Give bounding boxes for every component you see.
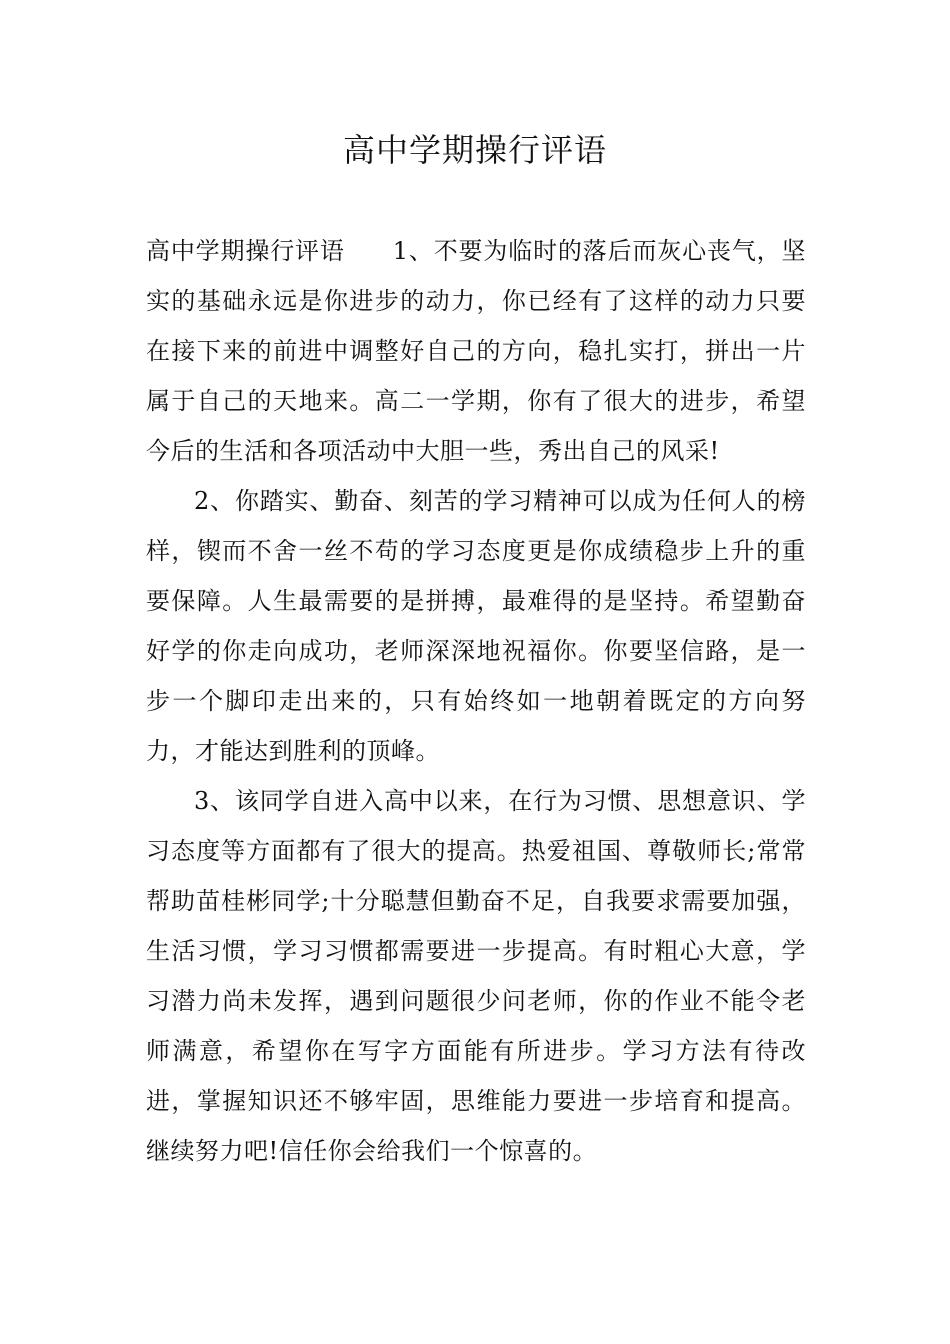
document-title: 高中学期操行评语 bbox=[342, 131, 607, 169]
paragraph-1-text: 1、不要为临时的落后而灰心丧气，坚实的基础永远是你进步的动力，你已经有了这样的动力只要在接下来的前进中调整好自己的方向，稳扎实打，拼出一片属于自己的天地来。高二一学期，你有了很大的进步，希望今后的生活和各项活动中大胆一些，秀出自己的风采! bbox=[146, 237, 806, 465]
paragraph-3: 3、该同学自进入高中以来，在行为习惯、思想意识、学习态度等方面都有了很大的提高。热爱祖国、尊敬师长;常常帮助苗桂彬同学;十分聪慧但勤奋不足，自我要求需要加强，生活习惯，学习习惯都需要进一步提高。有时粗心大意，学习潜力尚未发挥，遇到问题很少问老师，你的作业不能令老师满意，希望你在写字方面能有所进步。学习方法有待改进，掌握知识还不够牢固，思维能力要进一步培育和提高。继续努力吧!信任你会给我们一个惊喜的。 bbox=[146, 787, 806, 1165]
document-body bbox=[146, 226, 806, 1176]
paragraph-1 bbox=[146, 226, 806, 476]
paragraph-2: 2、你踏实、勤奋、刻苦的学习精神可以成为任何人的榜样，锲而不舍一丝不苟的学习态度更是你成绩稳步上升的重要保障。人生最需要的是拼搏，最难得的是坚持。希望勤奋好学的你走向成功，老师深深地祝福你。你要坚信路，是一步一个脚印走出来的，只有始终如一地朝着既定的方向努力，才能达到胜利的顶峰。 bbox=[146, 487, 806, 765]
lead-label: 高中学期操行评语 bbox=[146, 237, 345, 265]
